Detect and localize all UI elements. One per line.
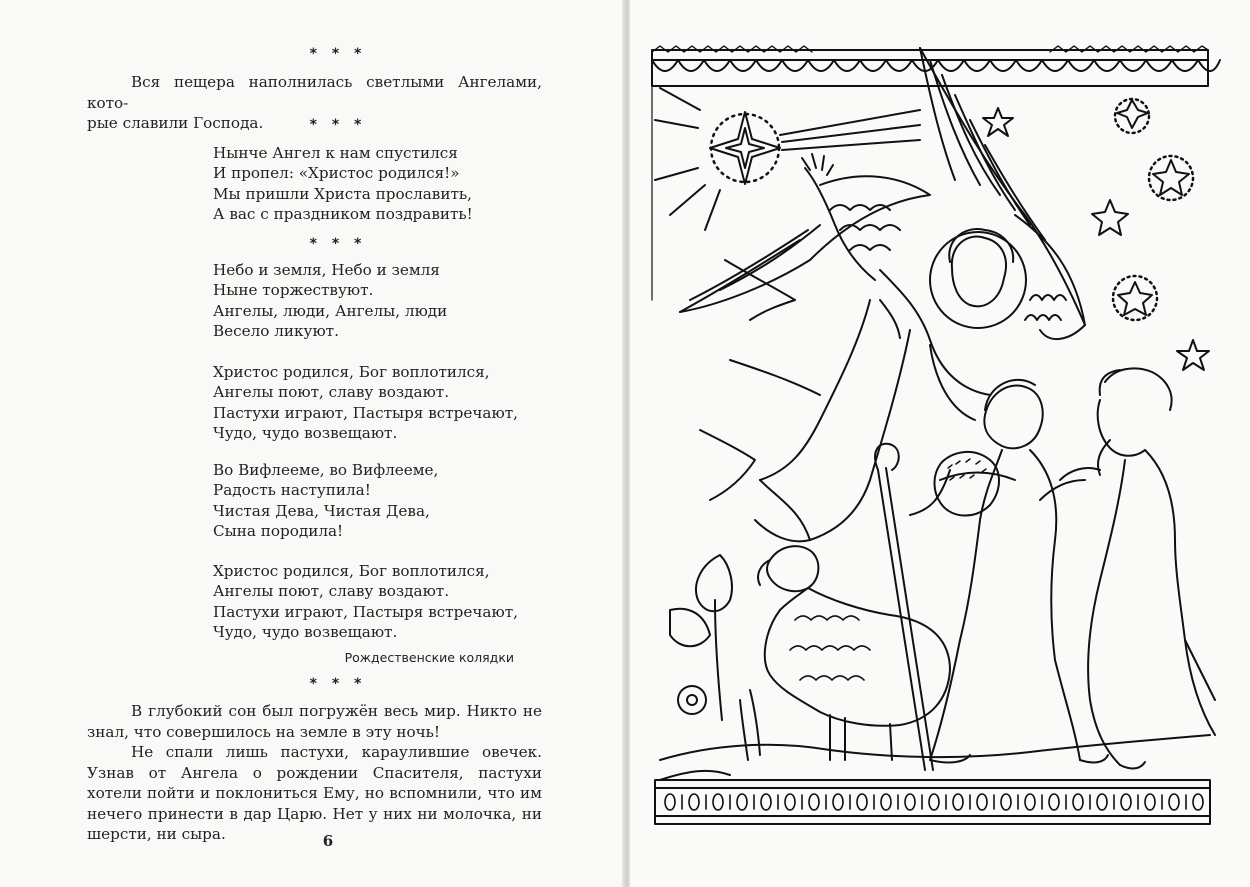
separator-2: * * * [309, 117, 367, 133]
small-stars [983, 99, 1209, 370]
verse-line: А вас с праздником поздравить! [213, 204, 473, 223]
stanza-3 [213, 362, 518, 443]
paragraph-2-text: В глубокий сон был погружён весь мир. Никто не знал, что совершилось на земле в эту ночь! [87, 702, 542, 741]
left-page [0, 0, 624, 887]
verse-line: Чистая Дева, Чистая Дева, [213, 501, 430, 520]
stanza-1 [213, 143, 473, 224]
stanza-5 [213, 561, 518, 642]
verse-line: Чудо, чудо возвещают. [213, 622, 398, 641]
paragraph-1-line-2: рые славили Господа. [87, 114, 264, 132]
verse-line: Мы пришли Христа прославить, [213, 184, 472, 203]
verse-line: Сына породила! [213, 521, 344, 540]
verse-line: Небо и земля, Небо и земля [213, 261, 440, 279]
verse-line: Радость наступила! [213, 481, 371, 500]
separator-4: * * * [309, 676, 367, 692]
stanza-4 [213, 460, 438, 541]
shepherd-staff [875, 444, 933, 770]
verse-line: Ныне торжествуют. [213, 281, 374, 300]
verse-line: Христос родился, Бог воплотился, [213, 363, 490, 381]
angel-figure [700, 154, 1026, 541]
verse-line: И пропел: «Христос родился!» [213, 164, 460, 183]
bottom-ornament-border [655, 780, 1210, 824]
stanza-2 [213, 260, 447, 341]
source-attribution: Рождественские колядки [344, 650, 514, 665]
verse-line: Во Вифлееме, во Вифлееме, [213, 461, 439, 479]
verse-line: Нынче Ангел к нам спустился [213, 144, 458, 162]
paragraph-2 [87, 701, 542, 742]
paragraph-3-text: Не спали лишь пастухи, караулившие овечек. Узнав от Ангела о рождении Спасителя, пастухи хотели пойти и поклониться Ему, но вспомнили, что им нечего принести в дар Царю. Нет у них ни молочка, ни шерсти, ни сыра. [87, 743, 542, 843]
verse-line: Ангелы поют, славу воздают. [213, 383, 450, 402]
paragraph-1-line-1: Вся пещера наполнилась светлыми Ангелами, кото- [87, 73, 542, 112]
verse-line: Чудо, чудо возвещают. [213, 423, 398, 442]
paragraph-3 [87, 742, 542, 845]
right-page [630, 0, 1250, 887]
sheep [758, 546, 950, 760]
verse-line: Ангелы поют, славу воздают. [213, 582, 450, 601]
angel-shepherds-illustration [630, 0, 1250, 887]
separator-3: * * * [309, 236, 367, 252]
verse-line: Весело ликуют. [213, 321, 339, 340]
page-number: 6 [322, 832, 334, 850]
verse-line: Христос родился, Бог воплотился, [213, 562, 490, 580]
verse-line: Ангелы, люди, Ангелы, люди [213, 301, 448, 320]
separator-1: * * * [309, 46, 367, 62]
old-shepherd [1040, 368, 1215, 768]
verse-line: Пастухи играют, Пастыря встречают, [213, 602, 518, 621]
verse-line: Пастухи играют, Пастыря встречают, [213, 403, 518, 422]
young-shepherd [910, 380, 1108, 763]
